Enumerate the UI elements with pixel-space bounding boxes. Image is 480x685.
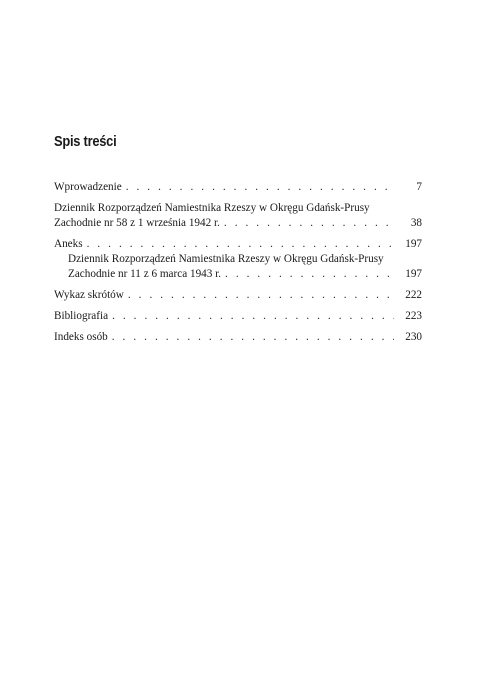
toc-entry-dziennik-1942[interactable] bbox=[54, 201, 422, 231]
toc-entry-line bbox=[54, 216, 422, 231]
toc-subentry-dziennik-1943[interactable] bbox=[54, 252, 422, 282]
toc-entry-line bbox=[54, 180, 422, 195]
toc-entry-label: Indeks osób bbox=[54, 331, 108, 343]
dot-leader bbox=[225, 267, 394, 282]
toc-entry-line bbox=[54, 330, 422, 345]
toc-heading: Spis treści bbox=[54, 133, 117, 150]
toc-entry-aneks[interactable] bbox=[54, 237, 422, 252]
toc-entry-page-number: 197 bbox=[405, 268, 422, 280]
toc-entry-bibliografia[interactable] bbox=[54, 309, 422, 324]
toc-entry-wprowadzenie[interactable] bbox=[54, 180, 422, 195]
toc-entry-page-number: 223 bbox=[405, 310, 422, 322]
table-of-contents bbox=[54, 180, 422, 351]
toc-entry-page-number: 222 bbox=[405, 289, 422, 301]
toc-entry-line bbox=[54, 237, 422, 252]
dot-leader bbox=[87, 237, 394, 252]
toc-entry-page-number: 230 bbox=[405, 331, 422, 343]
dot-leader bbox=[224, 216, 394, 231]
toc-entry-label: Zachodnie nr 58 z 1 września 1942 r. bbox=[54, 217, 220, 229]
dot-leader bbox=[128, 288, 394, 303]
toc-entry-wykaz-skrotow[interactable] bbox=[54, 288, 422, 303]
toc-entry-label: Wprowadzenie bbox=[54, 181, 122, 193]
dot-leader bbox=[112, 330, 394, 345]
toc-entry-label: Zachodnie nr 11 z 6 marca 1943 r. bbox=[68, 268, 222, 280]
toc-entry-line bbox=[54, 309, 422, 324]
toc-entry-line bbox=[68, 267, 422, 282]
toc-entry-page-number: 197 bbox=[405, 238, 422, 250]
dot-leader bbox=[126, 180, 394, 195]
toc-entry-label: Aneks bbox=[54, 238, 83, 250]
toc-entry-label: Wykaz skrótów bbox=[54, 289, 124, 301]
toc-entry-label: Bibliografia bbox=[54, 310, 109, 322]
toc-entry-first-line: Dziennik Rozporządzeń Namiestnika Rzeszy w Okręgu Gdańsk-Prusy bbox=[54, 202, 370, 214]
toc-entry-page-number: 38 bbox=[410, 217, 422, 229]
toc-entry-page-number: 7 bbox=[416, 181, 422, 193]
dot-leader bbox=[112, 309, 394, 324]
toc-entry-first-line: Dziennik Rozporządzeń Namiestnika Rzeszy w Okręgu Gdańsk-Prusy bbox=[68, 253, 384, 265]
toc-entry-line bbox=[54, 288, 422, 303]
toc-entry-indeks-osob[interactable] bbox=[54, 330, 422, 345]
